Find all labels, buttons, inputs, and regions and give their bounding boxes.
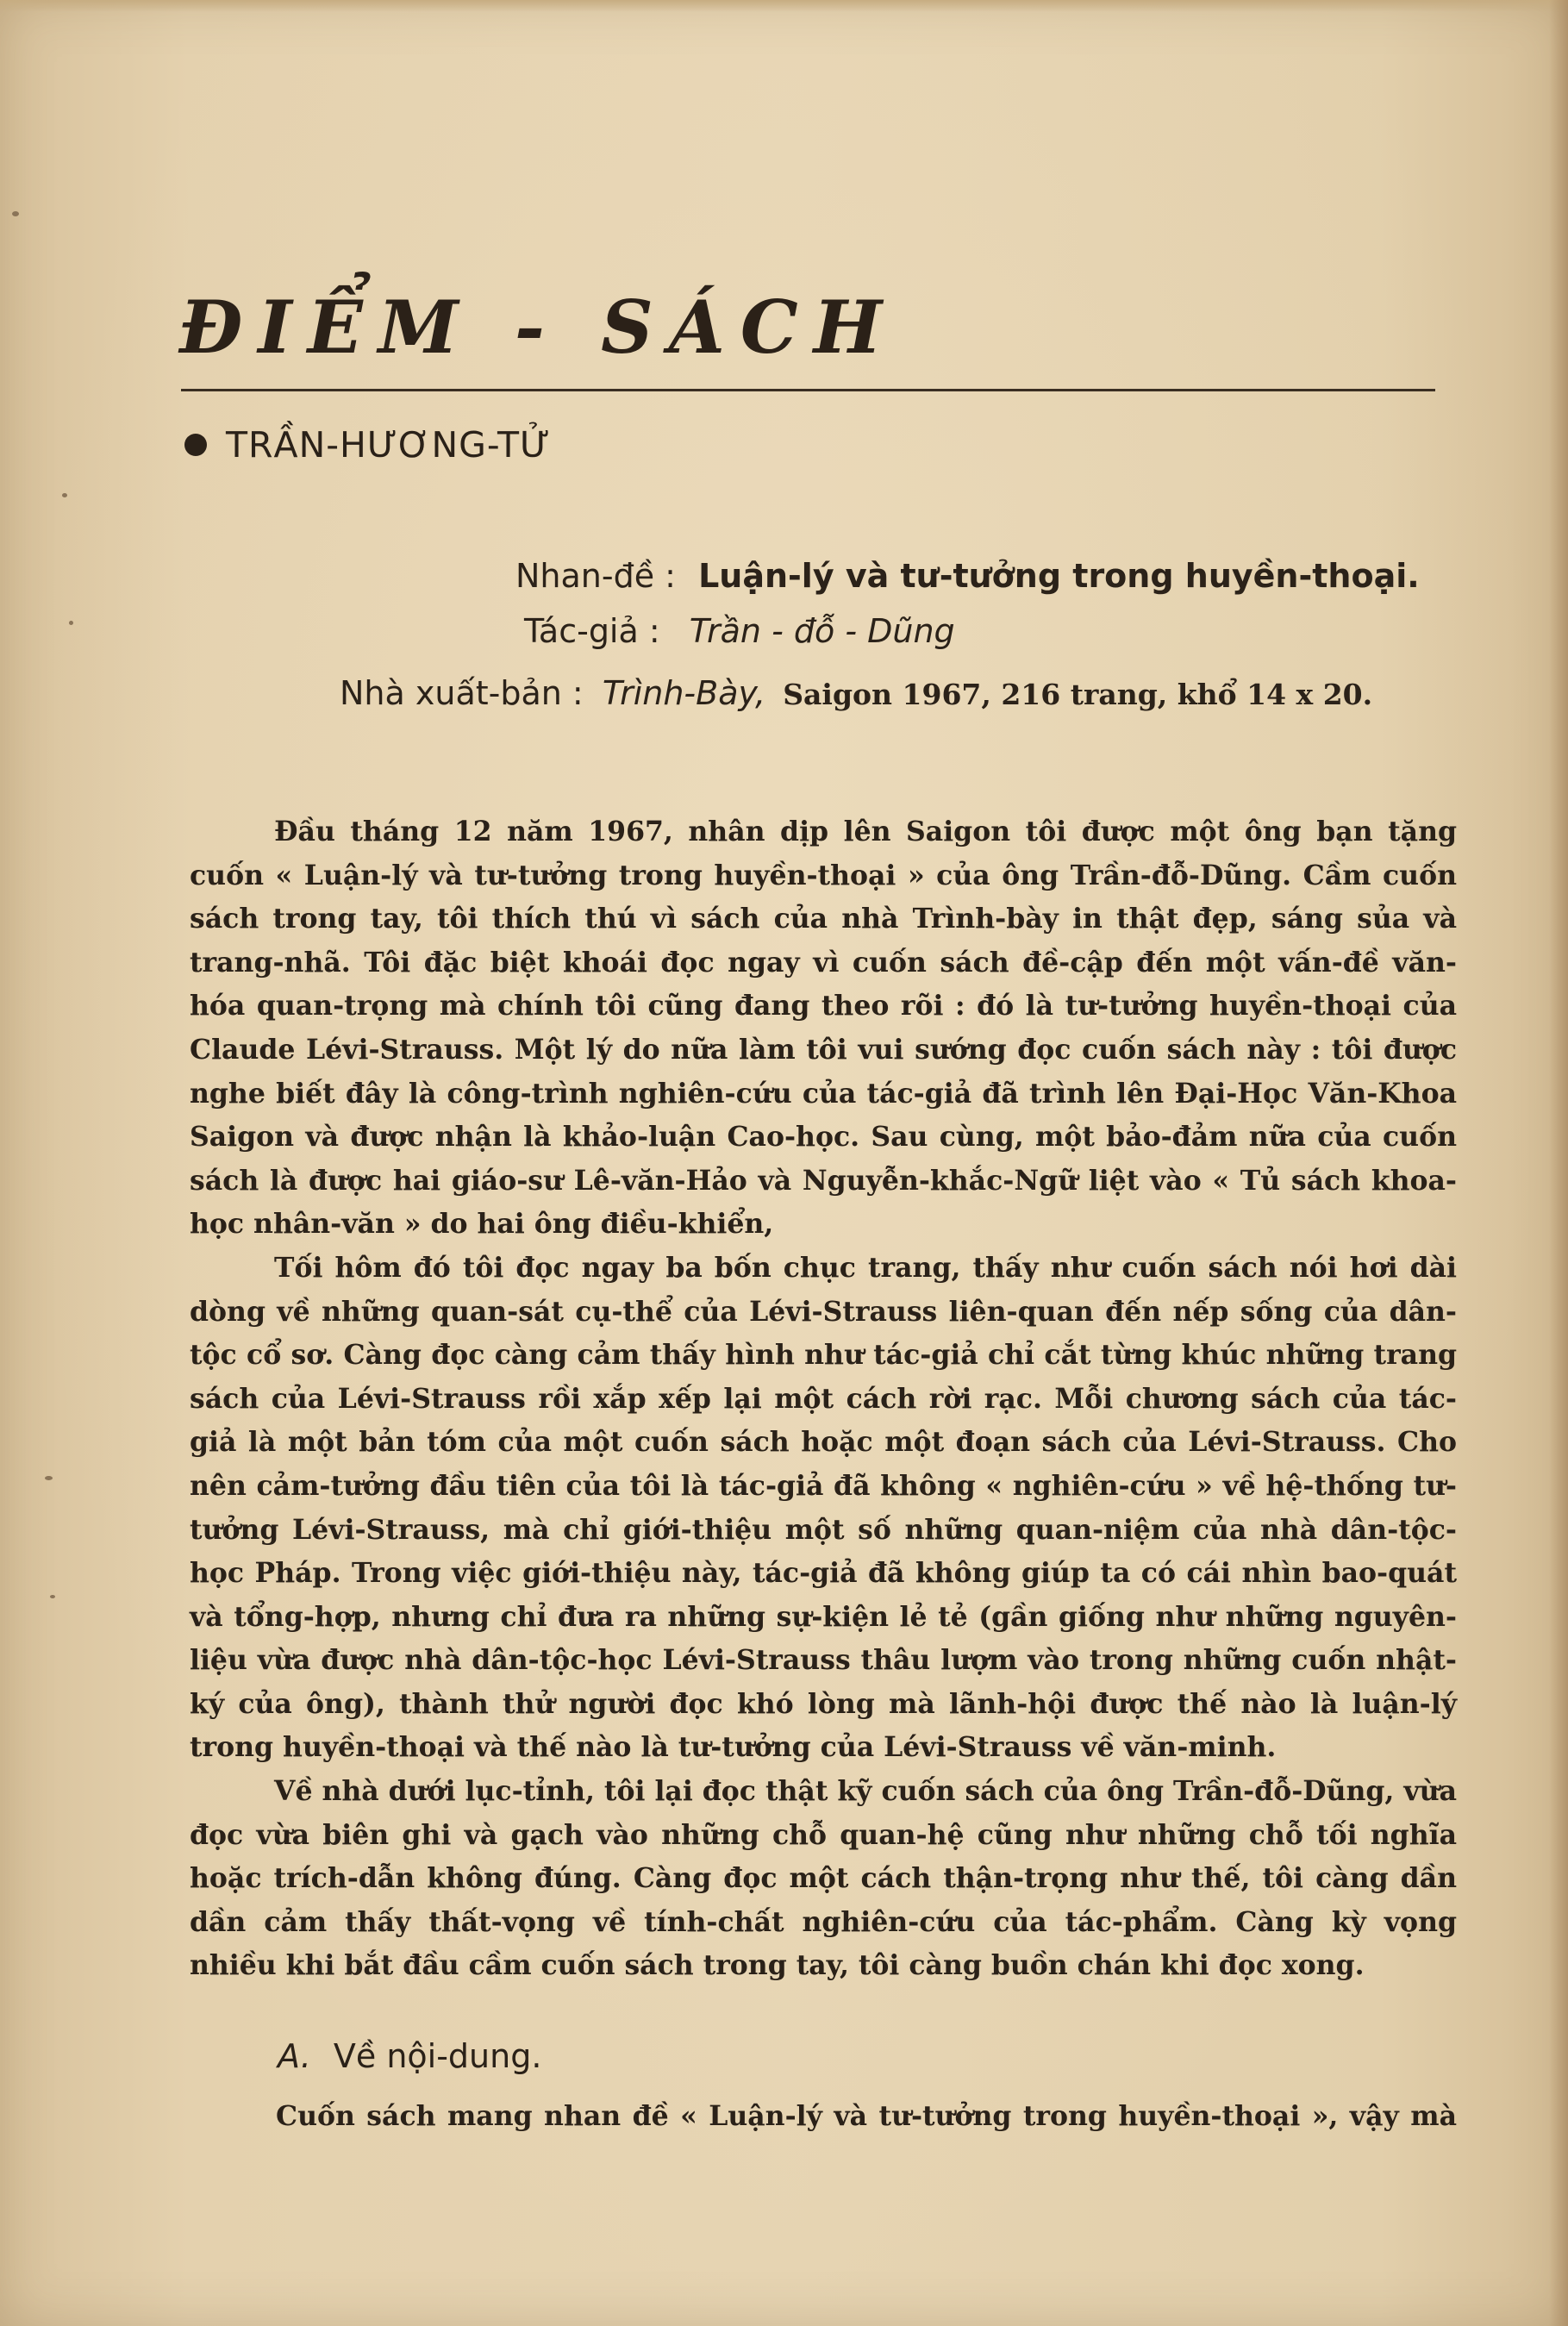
paper-speck [69, 621, 73, 625]
byline [184, 424, 551, 466]
section-heading: ĐIỂM - SÁCH [179, 284, 898, 370]
paragraph-1: Đầu tháng 12 năm 1967, nhân dịp lên Saigon tôi được một ông bạn tặng cuốn « Luận-lý và tư-tưởng trong huyền-thoại » của ông Trần-đỗ-Dũng. Cầm cuốn sách trong tay, tôi thích thú vì sách của nhà Trình-bày in thật đẹp, sáng sủa và trang-nhã. Tôi đặc biệt khoái đọc ngay vì cuốn sách đề-cập đến một vấn-đề văn-hóa quan-trọng mà chính tôi cũng đang theo rõi : đó là tư-tưởng huyền-thoại của Claude Lévi-Strauss. Một lý do nữa làm tôi vui sướng đọc cuốn sách này : tôi được nghe biết đây là công-trình nghiên-cứu của tác-giả đã trình lên Đại-Học Văn-Khoa Saigon và được nhận là khảo-luận Cao-học. Sau cùng, một bảo-đảm nữa của cuốn sách là được hai giáo-sư Lê-văn-Hảo và Nguyễn-khắc-Ngữ liệt vào « Tủ sách khoa-học nhân-văn » do hai ông điều-khiển, [190, 816, 1457, 1241]
paragraph-3: Về nhà dưới lục-tỉnh, tôi lại đọc thật kỹ cuốn sách của ông Trần-đỗ-Dũng, vừa đọc vừa biên ghi và gạch vào những chỗ quan-hệ cũng như những chỗ tối nghĩa hoặc trích-dẫn không đúng. Càng đọc một cách thận-trọng như thế, tôi càng dần dần cảm thấy thất-vọng về tính-chất nghiên-cứu của tác-phẩm. Càng kỳ vọng nhiều khi bắt đầu cầm cuốn sách trong tay, tôi càng buồn chán khi đọc xong. [190, 1775, 1457, 1982]
subsection-heading [278, 2037, 541, 2075]
meta-publisher-value: Trình-Bày, [602, 674, 766, 712]
meta-author-row [524, 612, 955, 650]
meta-title-label: Nhan-đề : [515, 557, 676, 595]
meta-publisher-details: Saigon 1967, 216 trang, khổ 14 x 20. [783, 678, 1373, 711]
meta-publisher-row [340, 674, 1372, 712]
page-edge-shadow-top [0, 0, 1568, 12]
paper-speck [62, 493, 67, 497]
bullet-icon [184, 434, 207, 456]
paper-speck [50, 1595, 55, 1598]
meta-publisher-label: Nhà xuất-bản : [340, 674, 584, 712]
byline-author: TRẦN-HƯƠNG-TỬ [226, 424, 552, 466]
meta-title-value: Luận-lý và tư-tưởng trong huyền-thoại. [698, 557, 1420, 595]
paragraph-2: Tối hôm đó tôi đọc ngay ba bốn chục trang, thấy như cuốn sách nói hơi dài dòng về những quan-sát cụ-thể của Lévi-Strauss liên-quan đến nếp sống của dân-tộc cổ sơ. Càng đọc càng cảm thấy hình như tác-giả chỉ cắt từng khúc những trang sách của Lévi-Strauss rồi xắp xếp lại một cách rời rạc. Mỗi chương sách của tác-giả là một bản tóm của một cuốn sách hoặc một đoạn sách của Lévi-Strauss. Cho nên cảm-tưởng đầu tiên của tôi là tác-giả đã không « nghiên-cứu » về hệ-thống tư-tưởng Lévi-Strauss, mà chỉ giới-thiệu một số những quan-niệm của nhà dân-tộc-học Pháp. Trong việc giới-thiệu này, tác-giả đã không giúp ta có cái nhìn bao-quát và tổng-hợp, nhưng chỉ đưa ra những sự-kiện lẻ tẻ (gần giống như những nguyên-liệu vừa được nhà dân-tộc-học Lévi-Strauss thâu lượm vào trong những cuốn nhật-ký của ông), thành thử người đọc khó lòng mà lãnh-hội được thế nào là luận-lý trong huyền-thoại và thế nào là tư-tưởng của Lévi-Strauss về văn-minh. [190, 1251, 1457, 1764]
meta-author-label: Tác-giả : [524, 612, 660, 650]
meta-author-value: Trần - đỗ - Dũng [689, 612, 955, 650]
page-edge-shadow-right [1549, 0, 1568, 2326]
review-body [190, 810, 1457, 1988]
heading-rule [181, 389, 1435, 391]
meta-title-row [515, 557, 1420, 595]
paper-speck [12, 211, 19, 216]
subsection-letter: A. [278, 2037, 311, 2075]
continuation-line: Cuốn sách mang nhan đề « Luận-lý và tư-tưởng trong huyền-thoại », vậy mà [276, 2100, 1457, 2132]
paper-speck [45, 1476, 53, 1480]
subsection-title: Về nội-dung. [333, 2037, 542, 2075]
